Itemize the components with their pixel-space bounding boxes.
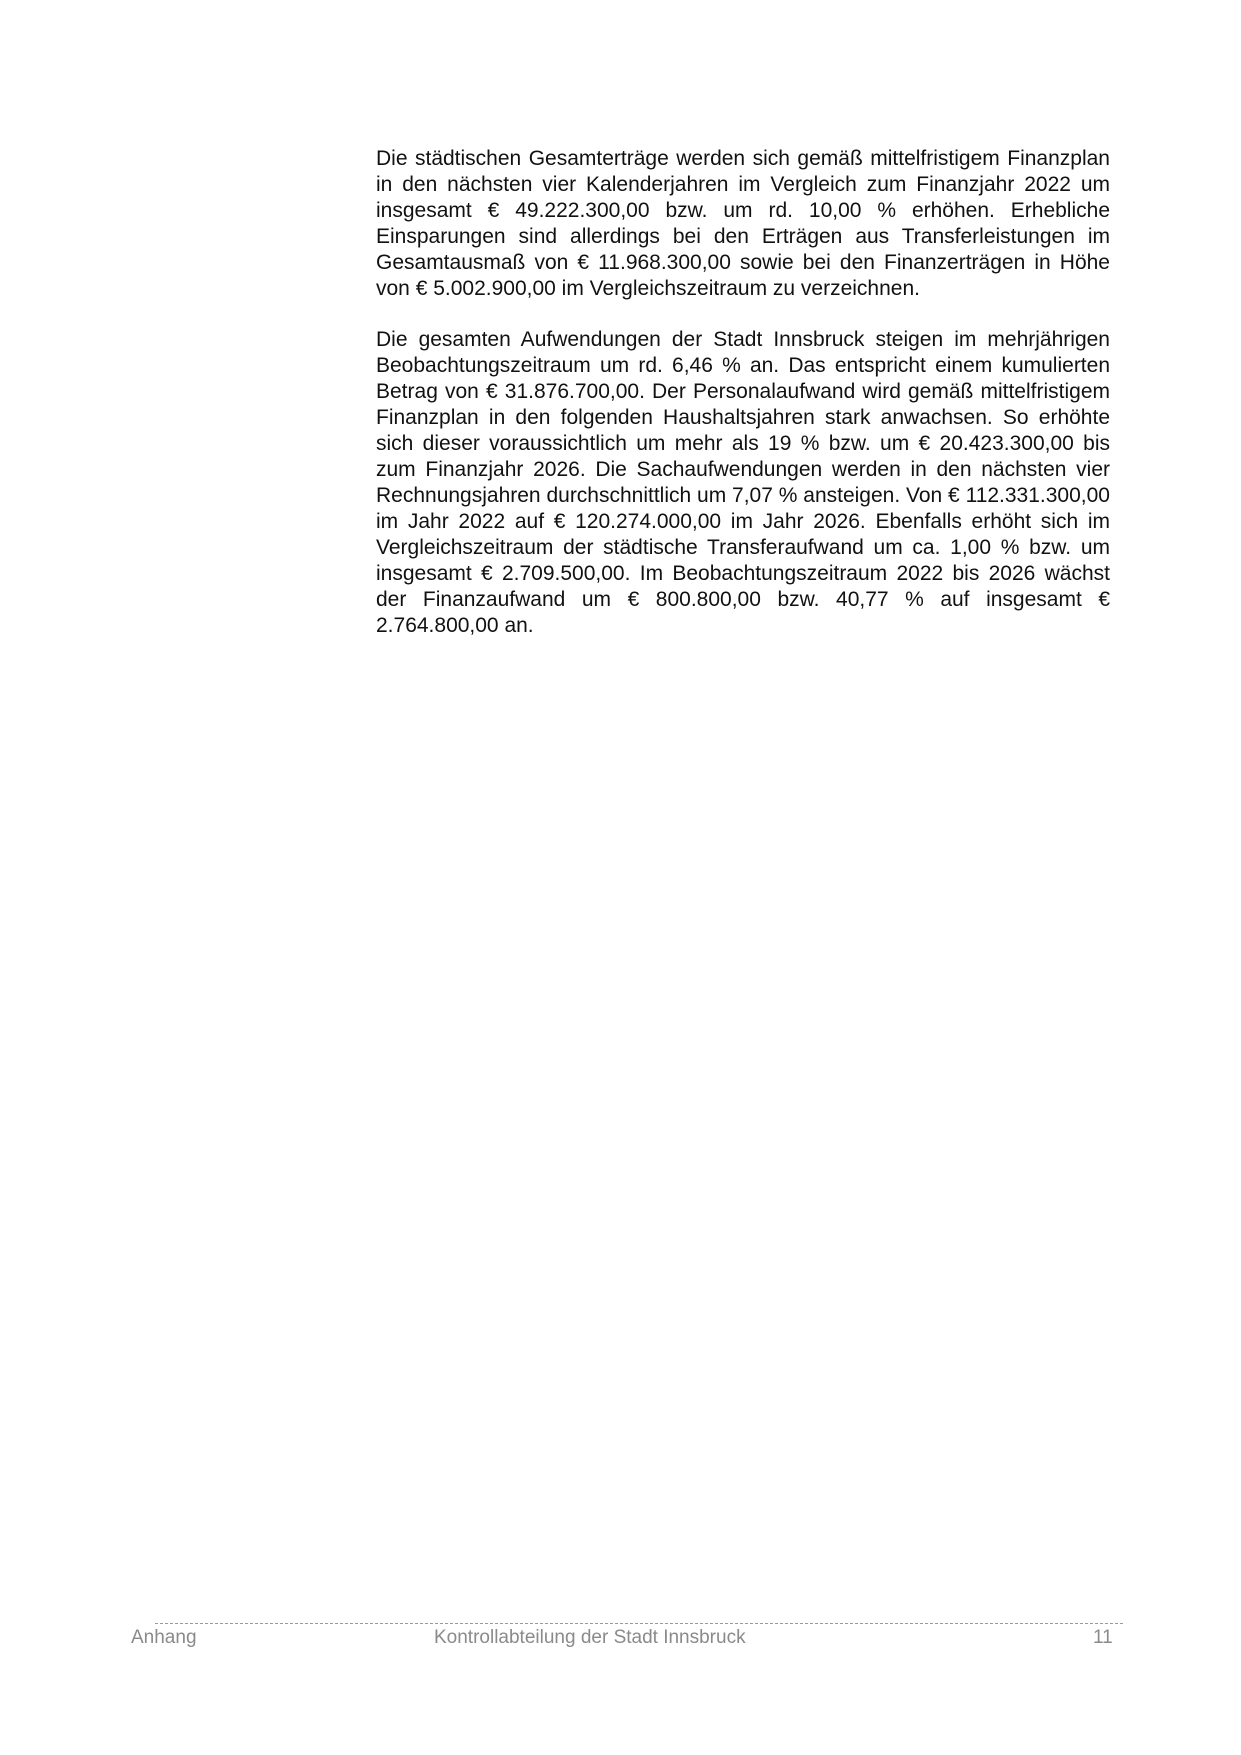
body-text [376,146,1110,664]
footer-organization: Kontrollabteilung der Stadt Innsbruck [434,1627,746,1648]
footer-divider [155,1623,1123,1624]
footer-section: Anhang [131,1627,197,1648]
paragraph-expenses: Die gesamten Aufwendungen der Stadt Innsbruck steigen im mehrjährigen Beobachtungszeitraum um rd. 6,46 % an. Das entspricht einem kumulierten Betrag von € 31.876.700,00. Der Personalaufwand wird gemäß mittelfristigem Finanzplan in den folgenden Haushaltsjahren stark anwachsen. So erhöhte sich dieser voraussichtlich um mehr als 19 % bzw. um € 20.423.300,00 bis zum Finanzjahr 2026. Die Sachaufwendungen werden in den nächsten vier Rechnungsjahren durchschnittlich um 7,07 % ansteigen. Von € 112.331.300,00 im Jahr 2022 auf € 120.274.000,00 im Jahr 2026. Ebenfalls erhöht sich im Vergleichszeitraum der städtische Transferaufwand um ca. 1,00 % bzw. um insgesamt € 2.709.500,00. Im Beobachtungszeitraum 2022 bis 2026 wächst der Finanzaufwand um € 800.800,00 bzw. 40,77 % auf insgesamt € 2.764.800,00 an. [376,328,1110,637]
page-number: 11 [1093,1627,1113,1648]
paragraph-revenue: Die städtischen Gesamterträge werden sich gemäß mittelfristigem Finanzplan in den nächsten vier Kalenderjahren im Vergleich zum Finanzjahr 2022 um insgesamt € 49.222.300,00 bzw. um rd. 10,00 % erhöhen. Erhebliche Einsparungen sind allerdings bei den Erträgen aus Transferleistungen im Gesamtausmaß von € 11.968.300,00 sowie bei den Finanzerträgen in Höhe von € 5.002.900,00 im Vergleichszeitraum zu verzeichnen. [376,147,1110,300]
